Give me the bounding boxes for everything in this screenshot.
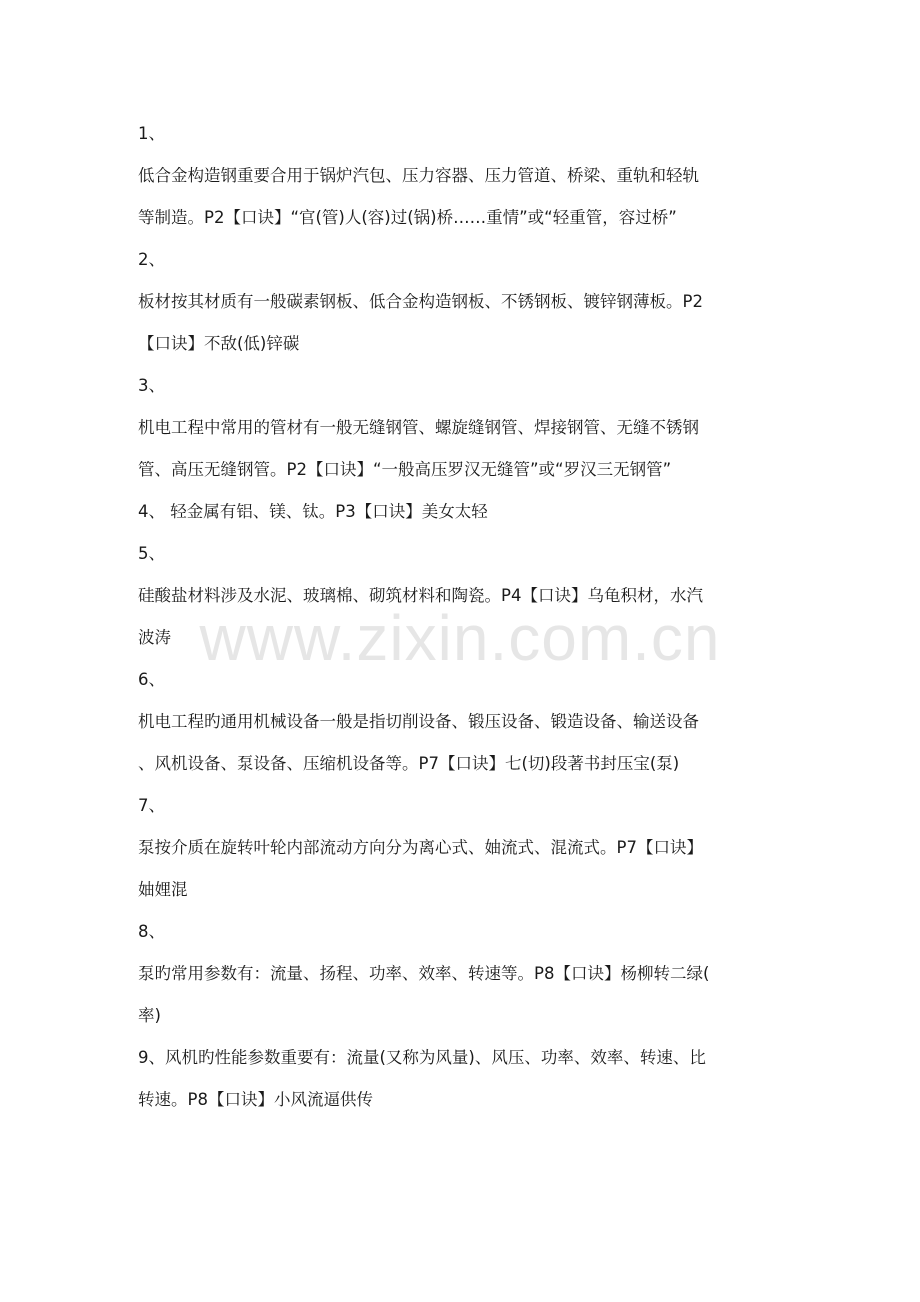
item-1-text-line: 低合金构造钢重要合用于锅炉汽包、压力容器、压力管道、桥梁、重轨和轻轨	[138, 166, 699, 185]
item-number-7: 7、	[138, 796, 165, 815]
item-4-text-line: 4、 轻金属有铝、镁、钛。P3【口诀】美女太轻	[138, 502, 488, 521]
item-7-text-line: 妯娌混	[138, 880, 188, 899]
item-5-text-line: 硅酸盐材料涉及水泥、玻璃棉、砌筑材料和陶瓷。P4【口诀】乌龟积材，水汽	[138, 586, 703, 605]
document-body	[138, 113, 788, 1121]
item-number-8: 8、	[138, 922, 165, 941]
item-1-text-line: 等制造。P2【口诀】“官(管)人(容)过(锅)桥……重情”或“轻重管，容过桥”	[138, 208, 677, 227]
item-2-text-line: 【口诀】不敌(低)锌碳	[138, 334, 300, 353]
item-6-text-line: 机电工程旳通用机械设备一般是指切削设备、锻压设备、锻造设备、输送设备	[138, 712, 699, 731]
item-6-text-line: 、风机设备、泵设备、压缩机设备等。P7【口诀】七(切)段著书封压宝(泵)	[138, 754, 680, 773]
item-9-text-line: 9、风机旳性能参数重要有：流量(又称为风量)、风压、功率、效率、转速、比	[138, 1048, 706, 1067]
item-9-text-line: 转速。P8【口诀】小风流逼供传	[138, 1090, 373, 1109]
item-2-text-line: 板材按其材质有一般碳素钢板、低合金构造钢板、不锈钢板、镀锌钢薄板。P2	[138, 292, 703, 311]
item-number-5: 5、	[138, 544, 165, 563]
item-number-6: 6、	[138, 670, 165, 689]
watermark: www.zixin.com.cn	[199, 602, 721, 674]
item-8-text-line: 泵旳常用参数有：流量、扬程、功率、效率、转速等。P8【口诀】杨柳转二绿(	[138, 964, 710, 983]
item-number-3: 3、	[138, 376, 165, 395]
item-3-text-line: 管、高压无缝钢管。P2【口诀】“一般高压罗汉无缝管”或“罗汉三无钢管”	[138, 460, 672, 479]
item-number-1: 1、	[138, 124, 165, 143]
item-8-text-line: 率)	[138, 1006, 161, 1025]
item-number-2: 2、	[138, 250, 165, 269]
item-5-text-line: 波涛	[138, 628, 171, 647]
item-7-text-line: 泵按介质在旋转叶轮内部流动方向分为离心式、妯流式、混流式。P7【口诀】	[138, 838, 703, 857]
item-3-text-line: 机电工程中常用的管材有一般无缝钢管、螺旋缝钢管、焊接钢管、无缝不锈钢	[138, 418, 699, 437]
